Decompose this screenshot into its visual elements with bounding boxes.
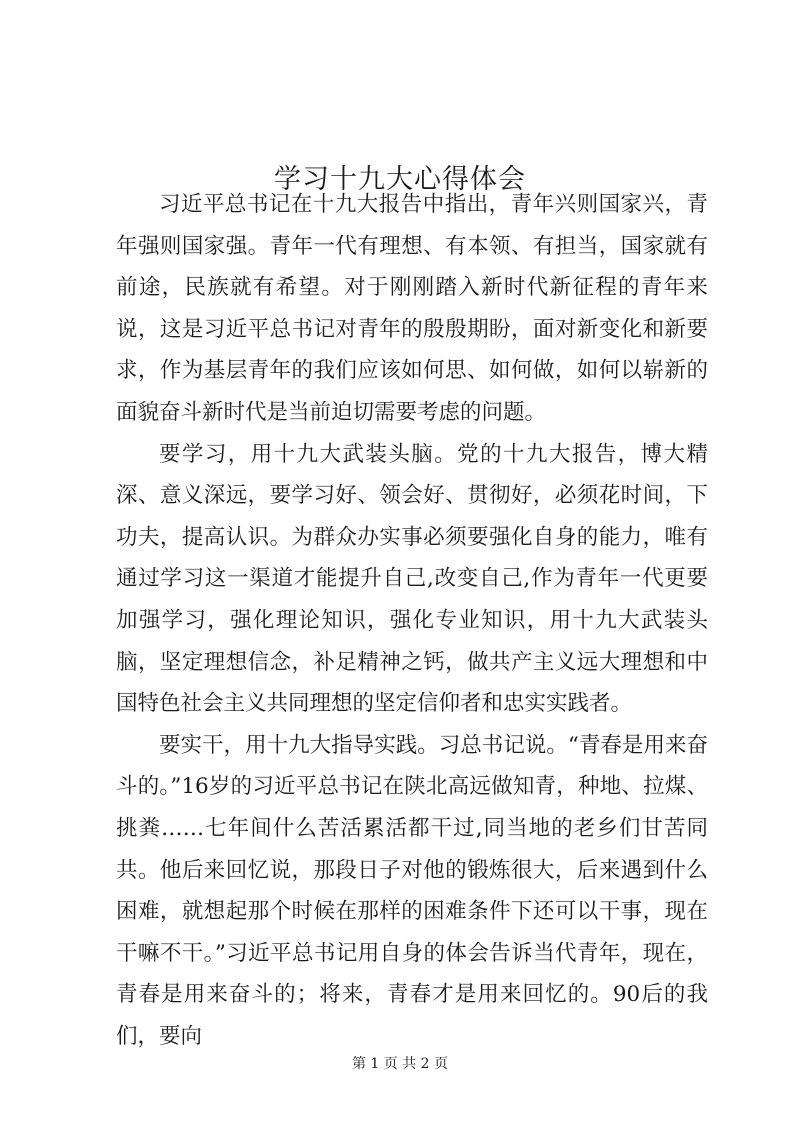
paragraph-3: 要实干，用十九大指导实践。习总书记说。“青春是用来奋斗的。”16岁的习近平总书记在陕北高远做知青，种地、拉煤、挑粪……七年间什么苦活累活都干过,同当地的老乡们甘苦同共。他后来回忆说，那段日子对他的锻炼很大，后来遇到什么困难，就想起那个时候在那样的困难条件下还可以干事，现在干嘛不干。”习近平总书记用自身的体会告诉当代青年，现在，青春是用来奋斗的；将来，青春才是用来回忆的。90后的我们，要向 [116, 732, 708, 1049]
document-body [116, 184, 708, 1057]
paragraph-1: 习近平总书记在十九大报告中指出，青年兴则国家兴，青年强则国家强。青年一代有理想、有本领、有担当，国家就有前途，民族就有希望。对于刚刚踏入新时代新征程的青年来说，这是习近平总书记对青年的殷殷期盼，面对新变化和新要求，作为基层青年的我们应该如何思、如何做，如何以崭新的面貌奋斗新时代是当前迫切需要考虑的问题。 [116, 192, 708, 425]
page-number-footer: 第 1 页 共 2 页 [351, 1056, 449, 1072]
page-title: 学习十九大心得体会 [274, 164, 526, 196]
paragraph-2: 要学习，用十九大武装头脑。党的十九大报告，博大精深、意义深远，要学习好、领会好、贯彻好，必须花时间，下功夫，提高认识。为群众办实事必须要强化自身的能力，唯有通过学习这一渠道才能提升自己,改变自己,作为青年一代更要加强学习，强化理论知识，强化专业知识，用十九大武装头脑，坚定理想信念，补足精神之钙，做共产主义远大理想和中国特色社会主义共同理想的坚定信仰者和忠实实践者。 [116, 441, 708, 717]
